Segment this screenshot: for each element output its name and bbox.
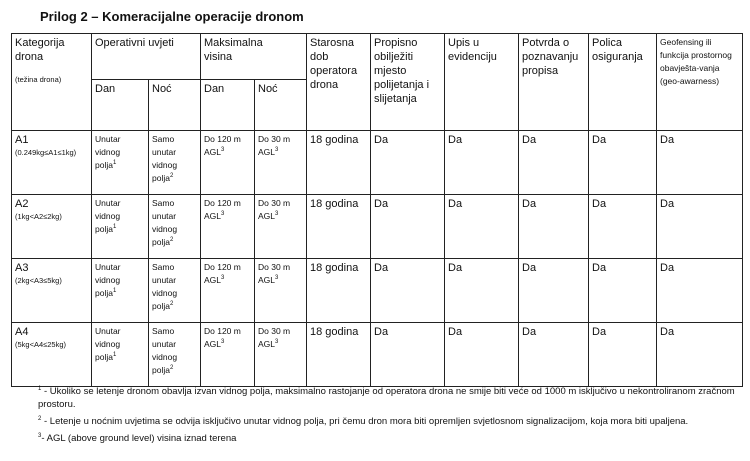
age-cell: 18 godina (307, 195, 371, 259)
category-cell (12, 195, 92, 259)
subheader-operativni-dan: Dan (92, 80, 149, 131)
header-tezina: (težina drona) (15, 75, 62, 84)
footnote-1: $^1$ - Ukoliko se letenje dronom obavlja izvan vidnog polja, maksimalno rastojanje od operatora drona ne smije biti veće od 1000 m isključivo u nekontroliranom zračnom prostoru. (38, 385, 735, 410)
visina-noc-cell: Do 30 m AGL$^3$ (255, 131, 307, 195)
propisno-cell: Da (371, 131, 445, 195)
propisno-cell: Da (371, 259, 445, 323)
footnote-ref-2: 2 (169, 365, 174, 372)
visina-dan-cell: Do 120 m AGL$^3$ (201, 195, 255, 259)
category-label: A4 (15, 326, 29, 338)
operativni-dan-cell: Unutar vidnog polja$^1$ (92, 323, 149, 387)
table-row (12, 131, 743, 195)
category-cell (12, 259, 92, 323)
operativni-noc-cell: Samo unutar vidnog polja$^2$ (149, 195, 201, 259)
operativni-dan-cell: Unutar vidnog polja$^1$ (92, 195, 149, 259)
operativni-noc-cell: Samo unutar vidnog polja$^2$ (149, 131, 201, 195)
footnote-2: $^2$ - Letenje u noćnim uvjetima se odvija isključivo unutar vidnog polja, pri čemu dron mora biti opremljen svjetlosnom signalizacijom, koja mora biti upaljena. (38, 415, 689, 427)
drone-operations-table (11, 33, 743, 387)
subheader-visina-dan: Dan (201, 80, 255, 131)
header-polica: Polica osiguranja (589, 34, 657, 131)
header-starosna-dob: Starosna dob operatora drona (307, 34, 371, 131)
footnote-ref-3: 3 (275, 211, 279, 218)
footnote-ref-3: 3 (221, 275, 225, 282)
visina-dan-cell: Do 120 m AGL$^3$ (201, 259, 255, 323)
potvrda-cell: Da (519, 195, 589, 259)
upis-cell: Da (445, 195, 519, 259)
header-kategorija (12, 34, 92, 131)
footnote-ref-1: 1 (112, 352, 117, 359)
header-kategorija-line2: drona (15, 51, 44, 63)
potvrda-cell: Da (519, 323, 589, 387)
potvrda-cell: Da (519, 259, 589, 323)
upis-cell: Da (445, 131, 519, 195)
footnote-ref-2: 2 (169, 301, 174, 308)
upis-cell: Da (445, 323, 519, 387)
category-cell (12, 131, 92, 195)
footnote-ref-3: 3 (275, 339, 279, 346)
operativni-dan-cell: Unutar vidnog polja$^1$ (92, 259, 149, 323)
footnote-ref-1: 1 (112, 288, 117, 295)
footnotes (38, 385, 743, 449)
header-kategorija-line1: Kategorija (15, 37, 65, 49)
header-propisno: Propisno obilježiti mjesto polijetanja i slijetanja (371, 34, 445, 131)
header-maksimalna-line1: Maksimalna (204, 37, 263, 49)
visina-noc-cell: Do 30 m AGL$^3$ (255, 195, 307, 259)
subheader-visina-noc: Noć (255, 80, 307, 131)
category-weight-range: (2kg<A3≤5kg) (15, 276, 62, 285)
category-label: A1 (15, 134, 29, 146)
age-cell: 18 godina (307, 131, 371, 195)
geo-cell: Da (657, 131, 743, 195)
subheader-operativni-noc: Noć (149, 80, 201, 131)
visina-dan-cell: Do 120 m AGL$^3$ (201, 131, 255, 195)
header-potvrda: Potvrda o poznavanju propisa (519, 34, 589, 131)
category-label: A3 (15, 262, 29, 274)
category-label: A2 (15, 198, 29, 210)
polica-cell: Da (589, 323, 657, 387)
age-cell: 18 godina (307, 259, 371, 323)
footnote-ref-3: 3 (275, 275, 279, 282)
header-row (12, 34, 743, 80)
footnote-ref-3: 3 (221, 339, 225, 346)
visina-noc-cell: Do 30 m AGL$^3$ (255, 323, 307, 387)
footnote-3: $^3$- AGL (above ground level) visina iznad terena (38, 432, 237, 444)
age-cell: 18 godina (307, 323, 371, 387)
footnote-ref-2: 2 (169, 237, 174, 244)
geo-cell: Da (657, 195, 743, 259)
footnote-ref-3: 3 (221, 147, 225, 154)
header-maksimalna-visina (201, 34, 307, 80)
geo-cell: Da (657, 259, 743, 323)
operativni-noc-cell: Samo unutar vidnog polja$^2$ (149, 323, 201, 387)
propisno-cell: Da (371, 195, 445, 259)
category-cell (12, 323, 92, 387)
propisno-cell: Da (371, 323, 445, 387)
polica-cell: Da (589, 195, 657, 259)
polica-cell: Da (589, 131, 657, 195)
operativni-dan-cell: Unutar vidnog polja$^1$ (92, 131, 149, 195)
category-weight-range: (5kg<A4≤25kg) (15, 340, 67, 349)
header-maksimalna-line2: visina (204, 51, 233, 63)
polica-cell: Da (589, 259, 657, 323)
footnote-ref-3: 3 (275, 147, 279, 154)
page-title: Prilog 2 – Komeracijalne operacije dronom (40, 9, 304, 24)
category-weight-range: (0.249kg≤A1≤1kg) (15, 148, 77, 157)
upis-cell: Da (445, 259, 519, 323)
category-weight-range: (1kg<A2≤2kg) (15, 212, 62, 221)
visina-noc-cell: Do 30 m AGL$^3$ (255, 259, 307, 323)
geo-cell: Da (657, 323, 743, 387)
table-row (12, 259, 743, 323)
visina-dan-cell: Do 120 m AGL$^3$ (201, 323, 255, 387)
footnote-ref-1: 1 (112, 160, 117, 167)
footnote-ref-2: 2 (169, 173, 174, 180)
table-row (12, 323, 743, 387)
table-row (12, 195, 743, 259)
footnote-ref-3: 3 (221, 211, 225, 218)
potvrda-cell: Da (519, 131, 589, 195)
operativni-noc-cell: Samo unutar vidnog polja$^2$ (149, 259, 201, 323)
footnote-ref-1: 1 (112, 224, 117, 231)
header-geofensing: Geofensing ili funkcija prostornog obavješta-vanja (geo-awarness) (657, 34, 743, 131)
header-upis: Upis u evidenciju (445, 34, 519, 131)
header-operativni-uvjeti: Operativni uvjeti (92, 34, 201, 80)
